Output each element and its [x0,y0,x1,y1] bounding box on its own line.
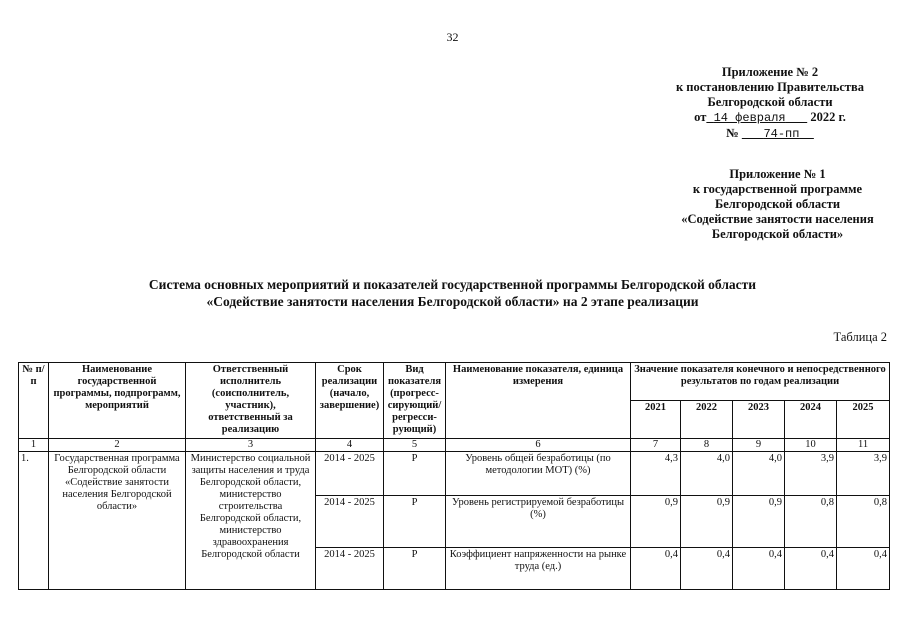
appendix-2-block [660,65,880,142]
header-num: № п/п [19,363,49,439]
title-line1: Система основных мероприятий и показателей государственной программы Белгородской области [148,277,757,292]
appendix-2-line3: Белгородской области [707,95,833,109]
header-year: 2024 [785,401,837,439]
appendix-1-title: Приложение № 1 [729,167,826,181]
column-number: 2 [49,439,186,452]
page-number: 32 [446,30,459,44]
title-line2: «Содействие занятости населения Белгородской области» на 2 этапе реализации [206,294,699,309]
value-cell: 4,3 [631,452,681,496]
program-name: Государственная программа Белгородской области «Содействие занятости населения Белгородской области» [49,452,186,590]
number-prefix: № [726,126,739,140]
executor-cell: Министерство социальной защиты населения и труда Белгородской области, министерство строительства Белгородской области, министерство здравоохранения Белгородской области [186,452,316,590]
period-cell: 2014 - 2025 [316,452,384,496]
header-kind: Вид показателя (прогресс-сирующий/ регресси-рующий) [384,363,446,439]
period-cell: 2014 - 2025 [316,496,384,548]
column-number: 3 [186,439,316,452]
column-number: 7 [631,439,681,452]
appendix-1-line5: Белгородской области» [711,227,844,241]
column-number: 9 [733,439,785,452]
header-period: Срок реализации (начало, завершение) [316,363,384,439]
appendix-1-block [665,167,890,242]
column-number: 11 [837,439,890,452]
appendix-1-line2: к государственной программе [692,182,863,196]
header-name: Наименование государственной программы, подпрограмм, мероприятий [49,363,186,439]
table-caption: Таблица 2 [833,330,887,344]
value-cell: 4,0 [681,452,733,496]
value-cell: 0,9 [681,496,733,548]
column-number: 4 [316,439,384,452]
appendix-2-line2: к постановлению Правительства [675,80,865,94]
value-cell: 0,8 [785,496,837,548]
value-cell: 0,8 [837,496,890,548]
indicators-table [18,362,890,590]
header-indicator: Наименование показателя, единица измерения [446,363,631,439]
column-number: 8 [681,439,733,452]
date-value: 14 февраля [713,111,786,125]
value-cell: 0,4 [837,548,890,590]
appendix-2-number-line [660,126,880,142]
header-year: 2023 [733,401,785,439]
kind-cell: Р [384,452,446,496]
value-cell: 0,4 [733,548,785,590]
value-cell: 0,4 [681,548,733,590]
kind-cell: Р [384,548,446,590]
appendix-1-line4: «Содействие занятости населения [681,212,874,226]
header-row [19,363,890,401]
value-cell: 0,4 [631,548,681,590]
header-executor: Ответственный исполнитель (соисполнитель, участник), ответственный за реализацию [186,363,316,439]
value-cell: 0,9 [733,496,785,548]
value-cell: 4,0 [733,452,785,496]
value-cell: 3,9 [785,452,837,496]
header-values-group: Значение показателя конечного и непосредственного результатов по годам реализации [631,363,890,401]
value-cell: 0,4 [785,548,837,590]
number-value: 74-пп [763,127,800,141]
table-row [19,452,890,496]
column-number: 5 [384,439,446,452]
appendix-2-date-line [660,110,880,126]
date-suffix: 2022 г. [810,110,846,124]
date-prefix: от [694,110,707,124]
indicator-cell: Уровень общей безработицы (по методологии МОТ) (%) [446,452,631,496]
indicator-cell: Уровень регистрируемой безработицы (%) [446,496,631,548]
indicator-cell: Коэффициент напряженности на рынке труда (ед.) [446,548,631,590]
column-number: 6 [446,439,631,452]
row-number: 1. [19,452,49,590]
column-number: 10 [785,439,837,452]
value-cell: 0,9 [631,496,681,548]
column-number: 1 [19,439,49,452]
header-year: 2021 [631,401,681,439]
appendix-1-line3: Белгородской области [714,197,841,211]
appendix-2-title: Приложение № 2 [721,65,819,79]
period-cell: 2014 - 2025 [316,548,384,590]
column-number-row [19,439,890,452]
document-title [0,276,905,310]
header-year: 2025 [837,401,890,439]
kind-cell: Р [384,496,446,548]
value-cell: 3,9 [837,452,890,496]
header-year: 2022 [681,401,733,439]
